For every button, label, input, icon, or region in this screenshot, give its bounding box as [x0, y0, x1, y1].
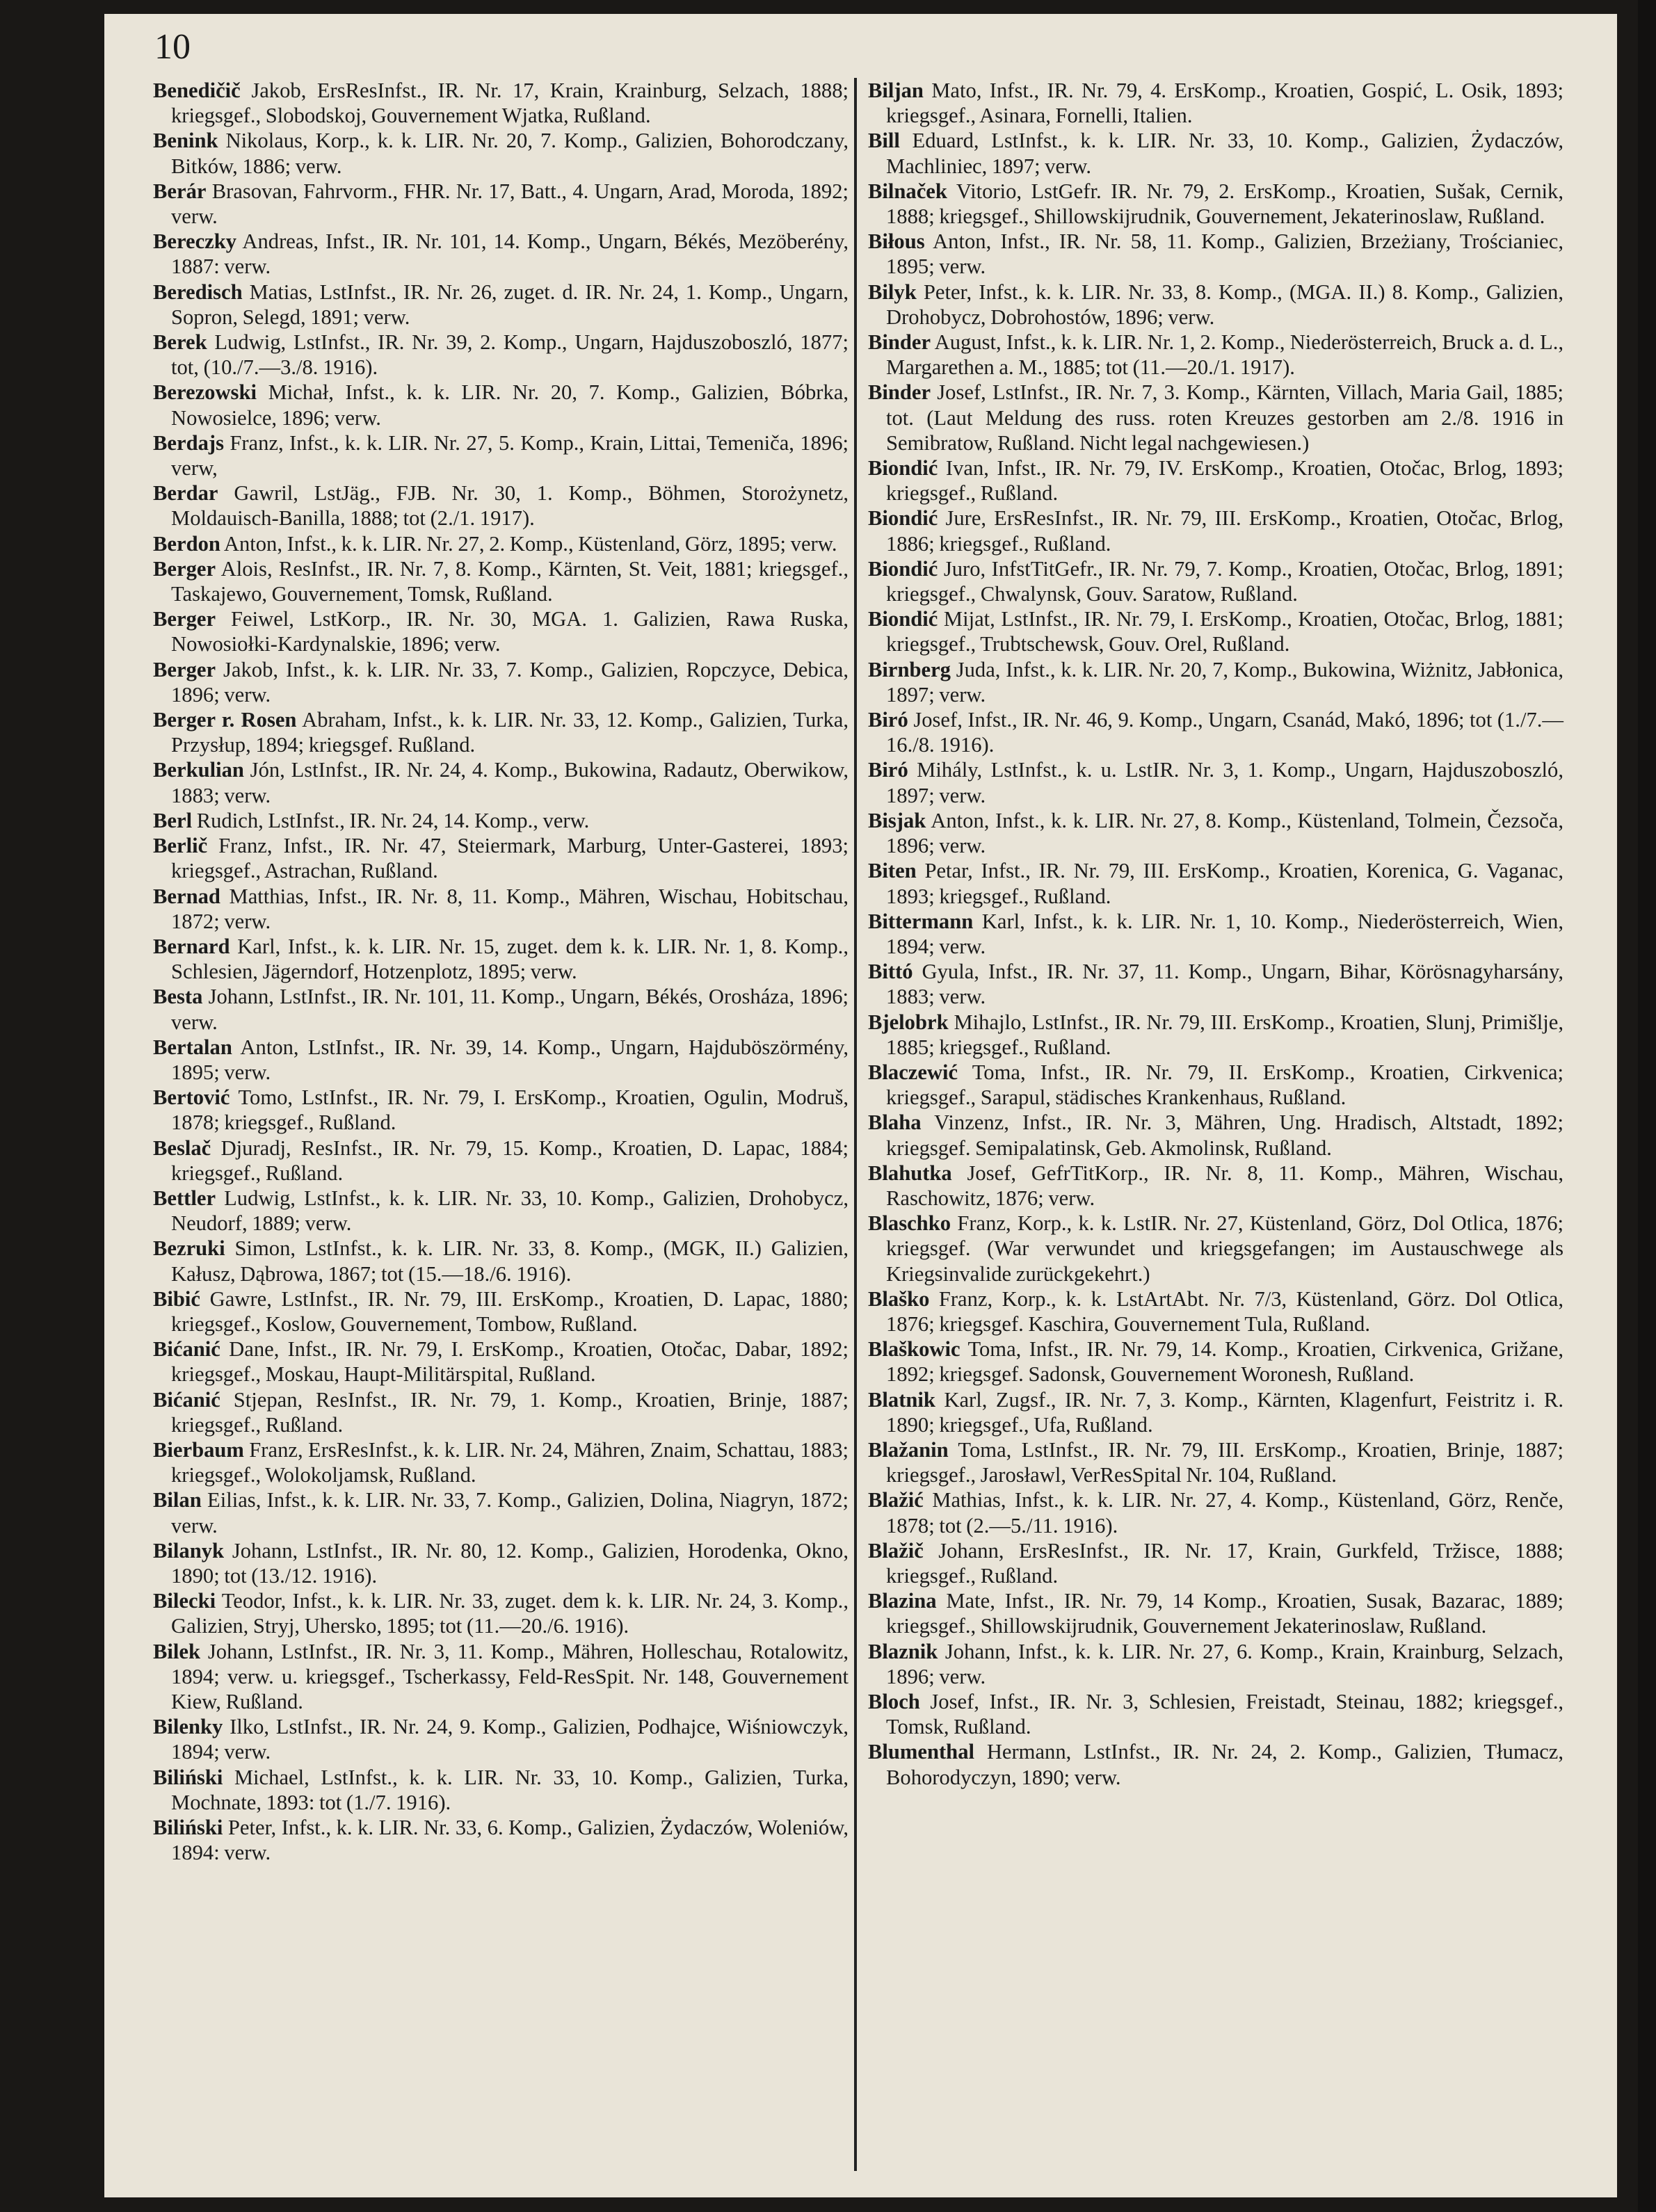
- entry-surname: Bilanyk: [153, 1538, 225, 1563]
- entry-details: Petar, Infst., IR. Nr. 79, III. ErsKomp., Kroatien, Korenica, G. Vaganac, 1893; kriegsgef., Rußland.: [886, 859, 1563, 908]
- list-entry: [868, 707, 1563, 757]
- entry-details: Gyula, Infst., IR. Nr. 37, 11. Komp., Ungarn, Bihar, Körösnagyharsány, 1883; verw.: [886, 960, 1563, 1009]
- entry-surname: Bernard: [153, 934, 230, 958]
- entry-surname: Biondić: [868, 607, 938, 631]
- entry-details: Juda, Infst., k. k. LIR. Nr. 20, 7, Komp., Bukowina, Wiżnitz, Jabłonica, 1897; verw.: [886, 657, 1563, 707]
- entry-details: Mate, Infst., IR. Nr. 79, 14 Komp., Kroatien, Susak, Bazarac, 1889; kriegsgef., Shillowskijrudnik, Gouvernement Jekaterinoslaw, Rußland.: [886, 1589, 1563, 1638]
- entry-surname: Bićanić: [153, 1387, 220, 1412]
- entry-details: Tomo, LstInfst., IR. Nr. 79, I. ErsKomp., Kroatien, Ogulin, Modruš, 1878; kriegsgef., Rußland.: [171, 1085, 849, 1135]
- entry-surname: Bettler: [153, 1186, 216, 1210]
- entry-surname: Biłous: [868, 229, 925, 254]
- list-entry: [868, 1337, 1563, 1387]
- entry-details: Matias, LstInfst., IR. Nr. 26, zuget. d. IR. Nr. 24, 1. Komp., Ungarn, Sopron, Selegd, 1891; verw.: [171, 280, 849, 329]
- entry-surname: Blaschko: [868, 1211, 951, 1236]
- list-entry: [868, 1211, 1563, 1286]
- list-entry: [153, 1815, 849, 1865]
- entry-surname: Berkulian: [153, 758, 244, 782]
- entry-details: Ludwig, LstInfst., k. k. LIR. Nr. 33, 10. Komp., Galizien, Drohobycz, Neudorf, 1889; verw.: [171, 1186, 849, 1236]
- list-entry: [868, 1286, 1563, 1337]
- entry-details: Brasovan, Fahrvorm., FHR. Nr. 17, Batt., 4. Ungarn, Arad, Moroda, 1892; verw.: [171, 179, 849, 229]
- entry-details: Josef, LstInfst., IR. Nr. 7, 3. Komp., Kärnten, Villach, Maria Gail, 1885; tot. (Laut Meldung des russ. roten Kreuzes gestorben am 2./8. 1916 in Semibratow, Rußland. Nicht legal nachgewiesen.): [886, 380, 1563, 455]
- entry-surname: Biondić: [868, 456, 938, 481]
- entry-surname: Berek: [153, 330, 207, 355]
- entry-details: Jakob, Infst., k. k. LIR. Nr. 33, 7. Komp., Galizien, Ropczyce, Debica, 1896; verw.: [171, 657, 849, 707]
- list-entry: [868, 1487, 1563, 1537]
- entry-surname: Binder: [868, 380, 931, 405]
- list-entry: [868, 229, 1563, 279]
- list-entry: [868, 1060, 1563, 1110]
- entry-surname: Blaškowic: [868, 1337, 960, 1362]
- entry-surname: Bloch: [868, 1690, 920, 1713]
- entry-details: Anton, LstInfst., IR. Nr. 39, 14. Komp., Ungarn, Hajduböszörmény, 1895; verw.: [171, 1035, 849, 1084]
- list-entry: [868, 128, 1563, 178]
- list-entry: [868, 1689, 1563, 1739]
- list-entry: [868, 909, 1563, 959]
- list-entry: [153, 531, 849, 556]
- list-entry: [868, 1161, 1563, 1211]
- list-entry: [153, 657, 849, 707]
- entry-details: Toma, LstInfst., IR. Nr. 79, III. ErsKomp., Kroatien, Brinje, 1887; kriegsgef., Jarosławl, VerResSpital Nr. 104, Rußland.: [886, 1437, 1563, 1487]
- list-entry: [868, 330, 1563, 380]
- entry-details: Jón, LstInfst., IR. Nr. 24, 4. Komp., Bukowina, Radautz, Oberwikow, 1883; verw.: [171, 758, 849, 807]
- list-entry: [868, 808, 1563, 858]
- entry-surname: Biliński: [153, 1765, 223, 1789]
- entry-surname: Bilan: [153, 1488, 202, 1512]
- entry-details: Johann, ErsResInfst., IR. Nr. 17, Krain, Gurkfeld, Tržisce, 1888; kriegsgef., Rußland.: [886, 1538, 1563, 1588]
- entry-details: Franz, Infst., k. k. LIR. Nr. 27, 5. Komp., Krain, Littai, Temeniča, 1896; verw,: [171, 430, 849, 481]
- entry-details: Rudich, LstInfst., IR. Nr. 24, 14. Komp., verw.: [196, 808, 590, 832]
- list-entry: [153, 330, 849, 380]
- entry-surname: Berl: [153, 808, 193, 832]
- entry-surname: Berdar: [153, 481, 218, 506]
- list-entry: [153, 1186, 849, 1236]
- entry-details: Gawre, LstInfst., IR. Nr. 79, III. ErsKomp., Kroatien, D. Lapac, 1880; kriegsgef., Koslow, Gouvernement, Tombow, Rußland.: [171, 1286, 849, 1336]
- entry-surname: Blažanin: [868, 1437, 949, 1462]
- list-entry: [868, 959, 1563, 1009]
- entry-surname: Blažič: [868, 1538, 924, 1563]
- list-entry: [153, 757, 849, 807]
- entry-details: Dane, Infst., IR. Nr. 79, I. ErsKomp., Kroatien, Otočac, Dabar, 1892; kriegsgef., Moskau, Haupt-Militärspital, Rußland.: [171, 1337, 849, 1387]
- list-entry: [868, 280, 1563, 330]
- entry-surname: Bilek: [153, 1639, 200, 1663]
- entry-details: Abraham, Infst., k. k. LIR. Nr. 33, 12. Komp., Galizien, Turka, Przysłup, 1894; kriegsgef. Rußland.: [171, 708, 849, 757]
- entry-surname: Biondić: [868, 556, 938, 581]
- column-divider: [854, 78, 857, 2171]
- list-entry: [153, 1387, 849, 1437]
- entry-surname: Binder: [868, 330, 931, 355]
- scan-edge: [1638, 0, 1656, 2212]
- entry-surname: Benedičič: [153, 79, 241, 102]
- entry-details: Karl, Infst., k. k. LIR. Nr. 1, 10. Komp., Niederösterreich, Wien, 1894; verw.: [886, 909, 1563, 958]
- entry-details: Toma, Infst., IR. Nr. 79, 14. Komp., Kroatien, Cirkvenica, Grižane, 1892; kriegsgef. Sadonsk, Gouvernement Woronesh, Rußland.: [886, 1337, 1563, 1387]
- entry-details: Ilko, LstInfst., IR. Nr. 24, 9. Komp., Galizien, Podhajce, Wiśniowczyk, 1894; verw.: [171, 1715, 849, 1764]
- entry-surname: Besta: [153, 985, 203, 1009]
- list-entry: [868, 1010, 1563, 1060]
- entry-surname: Blaha: [868, 1111, 922, 1135]
- entry-details: Eilias, Infst., k. k. LIR. Nr. 33, 7. Komp., Galizien, Dolina, Niagryn, 1872; verw.: [171, 1488, 849, 1537]
- entry-details: Feiwel, LstKorp., IR. Nr. 30, MGA. 1. Galizien, Rawa Ruska, Nowosiołki-Kardynalskie, 1896; verw.: [171, 607, 849, 656]
- entry-details: Franz, Korp., k. k. LstIR. Nr. 27, Küstenland, Görz, Dol Otlica, 1876; kriegsgef. (War verwundet und kriegsgefangen; im Austauschwege als Kriegsinvalide zurückgekehrt.): [886, 1211, 1563, 1286]
- entry-details: Johann, Infst., k. k. LIR. Nr. 27, 6. Komp., Krain, Krainburg, Selzach, 1896; verw.: [886, 1639, 1563, 1688]
- entry-surname: Bittó: [868, 960, 913, 984]
- entry-surname: Bilyk: [868, 280, 917, 304]
- list-entry: [868, 858, 1563, 908]
- entry-surname: Bezruki: [153, 1236, 225, 1261]
- entry-surname: Berár: [153, 179, 207, 203]
- list-entry: [153, 280, 849, 330]
- list-entry: [868, 179, 1563, 229]
- entry-surname: Beredisch: [153, 280, 243, 304]
- document-page: [104, 14, 1617, 2197]
- entry-details: Teodor, Infst., k. k. LIR. Nr. 33, zuget. dem k. k. LIR. Nr. 24, 3. Komp., Galizien, Stryj, Uhersko, 1895; tot (11.—20./6. 1916).: [171, 1589, 849, 1638]
- entry-surname: Blumenthal: [868, 1740, 974, 1764]
- entry-details: Franz, Korp., k. k. LstArtAbt. Nr. 7/3, Küstenland, Görz. Dol Otlica, 1876; kriegsgef. Kaschira, Gouvernement Tula, Rußland.: [886, 1286, 1563, 1336]
- list-entry: [868, 757, 1563, 807]
- entry-details: Michał, Infst., k. k. LIR. Nr. 20, 7. Komp., Galizien, Bóbrka, Nowosielce, 1896; verw.: [171, 380, 849, 430]
- entry-surname: Bjelobrk: [868, 1010, 949, 1034]
- entry-details: Karl, Infst., k. k. LIR. Nr. 15, zuget. dem k. k. LIR. Nr. 1, 8. Komp., Schlesien, Jägerndorf, Hotzenplotz, 1895; verw.: [171, 934, 849, 984]
- entry-details: Ivan, Infst., IR. Nr. 79, IV. ErsKomp., Kroatien, Otočac, Brlog, 1893; kriegsgef., Rußland.: [886, 456, 1564, 506]
- list-entry: [153, 1437, 849, 1487]
- entry-details: Stjepan, ResInfst., IR. Nr. 79, 1. Komp., Kroatien, Brinje, 1887; kriegsgef., Rußland.: [171, 1387, 849, 1437]
- list-entry: [868, 78, 1563, 128]
- entry-surname: Berger: [153, 657, 216, 681]
- list-entry: [153, 128, 849, 178]
- entry-surname: Berlič: [153, 834, 208, 858]
- entry-surname: Bierbaum: [153, 1437, 244, 1462]
- page-number: 10: [154, 27, 191, 67]
- list-entry: [153, 1639, 849, 1715]
- entry-details: Josef, GefrTitKorp., IR. Nr. 8, 11. Komp., Mähren, Wischau, Raschowitz, 1876; verw.: [886, 1161, 1563, 1210]
- entry-details: Anton, Infst., k. k. LIR. Nr. 27, 2. Komp., Küstenland, Görz, 1895; verw.: [223, 531, 837, 556]
- list-entry: [153, 884, 849, 934]
- entry-surname: Birnberg: [868, 657, 951, 681]
- entry-details: Hermann, LstInfst., IR. Nr. 24, 2. Komp., Galizien, Tłumacz, Bohorodyczyn, 1890; verw.: [886, 1740, 1563, 1789]
- entry-surname: Berdajs: [153, 430, 224, 455]
- entry-details: Juro, InfstTitGefr., IR. Nr. 79, 7. Komp., Kroatien, Otočac, Brlog, 1891; kriegsgef., Chwalynsk, Gouv. Saratow, Rußland.: [886, 556, 1563, 606]
- entry-surname: Biondić: [868, 506, 938, 531]
- entry-details: Franz, Infst., IR. Nr. 47, Steiermark, Marburg, Unter-Gasterei, 1893; kriegsgef., Astrachan, Rußland.: [171, 834, 849, 883]
- entry-details: Ludwig, LstInfst., IR. Nr. 39, 2. Komp., Ungarn, Hajduszoboszló, 1877; tot, (10./7.—3./8. 1916).: [171, 330, 849, 380]
- entry-surname: Beslač: [153, 1136, 211, 1160]
- list-entry: [153, 1714, 849, 1764]
- entry-surname: Berezowski: [153, 380, 257, 405]
- entry-surname: Bilenky: [153, 1715, 223, 1739]
- list-entry: [868, 1437, 1563, 1487]
- entry-details: Peter, Infst., k. k. LIR. Nr. 33, 6. Komp., Galizien, Żydaczów, Woleniów, 1894: verw.: [171, 1816, 849, 1865]
- entry-details: Djuradj, ResInfst., IR. Nr. 79, 15. Komp., Kroatien, D. Lapac, 1884; kriegsgef., Rußland.: [171, 1136, 849, 1185]
- entry-details: Michael, LstInfst., k. k. LIR. Nr. 33, 10. Komp., Galizien, Turka, Mochnate, 1893: tot (1./7. 1916).: [171, 1765, 849, 1814]
- list-entry: [153, 78, 849, 128]
- entry-details: Johann, LstInfst., IR. Nr. 80, 12. Komp., Galizien, Horodenka, Okno, 1890; tot (13./12. 1916).: [171, 1538, 849, 1588]
- entry-surname: Benink: [153, 129, 218, 153]
- entry-details: Vinzenz, Infst., IR. Nr. 3, Mähren, Ung. Hradisch, Altstadt, 1892; kriegsgef. Semipalatinsk, Geb. Akmolinsk, Rußland.: [886, 1111, 1563, 1160]
- list-entry: [153, 380, 849, 430]
- list-entry: [153, 1538, 849, 1588]
- entry-details: Matthias, Infst., IR. Nr. 8, 11. Komp., Mähren, Wischau, Hobitschau, 1872; verw.: [171, 884, 849, 933]
- entry-surname: Bilecki: [153, 1589, 216, 1613]
- entry-details: Mihály, LstInfst., k. u. LstIR. Nr. 3, 1. Komp., Ungarn, Hajduszoboszló, 1897; verw.: [886, 758, 1563, 807]
- list-entry: [153, 229, 849, 279]
- list-entry: [868, 1387, 1563, 1437]
- entry-surname: Bittermann: [868, 909, 974, 933]
- entry-details: Josef, Infst., IR. Nr. 46, 9. Komp., Ungarn, Csanád, Makó, 1896; tot (1./7.—16./8. 1916).: [886, 708, 1563, 757]
- list-entry: [153, 481, 849, 531]
- entry-details: Nikolaus, Korp., k. k. LIR. Nr. 20, 7. Komp., Galizien, Bohorodczany, Bitków, 1886; verw.: [171, 129, 849, 178]
- entry-surname: Bertalan: [153, 1035, 232, 1059]
- entry-details: Franz, ErsResInfst., k. k. LIR. Nr. 24, Mähren, Znaim, Schattau, 1883; kriegsgef., Wolokoljamsk, Rußland.: [171, 1437, 849, 1487]
- entry-surname: Bićanić: [153, 1337, 220, 1362]
- list-entry: [153, 1136, 849, 1186]
- entry-surname: Blatnik: [868, 1387, 935, 1412]
- entry-surname: Bereczky: [153, 229, 237, 254]
- entry-details: Toma, Infst., IR. Nr. 79, II. ErsKomp., Kroatien, Cirkvenica; kriegsgef., Sarapul, städisches Krankenhaus, Rußland.: [886, 1060, 1563, 1110]
- entry-details: Gawril, LstJäg., FJB. Nr. 30, 1. Komp., Böhmen, Storożynetz, Moldauisch-Banilla, 1888; tot (2./1. 1917).: [171, 481, 849, 531]
- entry-surname: Biró: [868, 708, 908, 732]
- list-entry: [153, 984, 849, 1034]
- list-entry: [868, 1739, 1563, 1789]
- list-entry: [868, 1639, 1563, 1689]
- entry-details: Jakob, ErsResInfst., IR. Nr. 17, Krain, Krainburg, Selzach, 1888; kriegsgef., Slobodskoj, Gouvernement Wjatka, Rußland.: [171, 79, 849, 128]
- list-entry: [153, 1487, 849, 1537]
- entry-details: August, Infst., k. k. LIR. Nr. 1, 2. Komp., Niederösterreich, Bruck a. d. L., Margarethen a. M., 1885; tot (11.—20./1. 1917).: [886, 330, 1563, 380]
- entry-details: Vitorio, LstGefr. IR. Nr. 79, 2. ErsKomp., Kroatien, Sušak, Cernik, 1888; kriegsgef., Shillowskijrudnik, Gouvernement, Jekaterinoslaw, Rußland.: [886, 179, 1563, 229]
- list-entry: [153, 430, 849, 481]
- left-column: [153, 78, 849, 1865]
- entry-surname: Bernad: [153, 884, 220, 908]
- entry-details: Mato, Infst., IR. Nr. 79, 4. ErsKomp., Kroatien, Gospić, L. Osik, 1893; kriegsgef., Asinara, Fornelli, Italien.: [886, 79, 1563, 128]
- entry-surname: Berger: [153, 607, 216, 631]
- list-entry: [153, 1236, 849, 1286]
- list-entry: [868, 1538, 1563, 1588]
- entry-surname: Blazina: [868, 1589, 937, 1613]
- entry-details: Mihajlo, LstInfst., IR. Nr. 79, III. ErsKomp., Kroatien, Slunj, Primišlje, 1885; kriegsgef., Rußland.: [886, 1010, 1563, 1059]
- list-entry: [153, 934, 849, 984]
- entry-details: Mathias, Infst., k. k. LIR. Nr. 27, 4. Komp., Küstenland, Görz, Renče, 1878; tot (2.—5./11. 1916).: [886, 1488, 1563, 1537]
- entry-details: Johann, LstInfst., IR. Nr. 3, 11. Komp., Mähren, Holleschau, Rotalowitz, 1894; verw. u. kriegsgef., Tscherkassy, Feld-ResSpit. Nr. 148, Gouvernement Kiew, Rußland.: [171, 1639, 849, 1713]
- entry-details: Peter, Infst., k. k. LIR. Nr. 33, 8. Komp., (MGA. II.) 8. Komp., Galizien, Drohobycz, Dobrohostów, 1896; verw.: [886, 280, 1563, 329]
- entry-surname: Bill: [868, 129, 900, 153]
- entry-surname: Blažić: [868, 1488, 924, 1512]
- list-entry: [868, 455, 1563, 506]
- entry-surname: Bisjak: [868, 808, 926, 832]
- list-entry: [153, 179, 849, 229]
- entry-details: Anton, Infst., k. k. LIR. Nr. 27, 8. Komp., Küstenland, Tolmein, Čezsoča, 1896; verw.: [886, 808, 1563, 858]
- entry-details: Johann, LstInfst., IR. Nr. 101, 11. Komp., Ungarn, Békés, Orosháza, 1896; verw.: [171, 985, 849, 1034]
- list-entry: [153, 1765, 849, 1815]
- list-entry: [153, 556, 849, 606]
- entry-surname: Biró: [868, 758, 908, 782]
- entry-surname: Biten: [868, 859, 917, 883]
- entry-details: Anton, Infst., IR. Nr. 58, 11. Komp., Galizien, Brzeżiany, Trościaniec, 1895; verw.: [886, 229, 1563, 279]
- list-entry: [153, 1337, 849, 1387]
- list-entry: [868, 606, 1563, 656]
- list-entry: [153, 808, 849, 833]
- list-entry: [868, 1110, 1563, 1160]
- list-entry: [868, 657, 1563, 707]
- entry-surname: Berger: [153, 556, 216, 581]
- list-entry: [153, 707, 849, 757]
- list-entry: [153, 1085, 849, 1135]
- entry-surname: Bertović: [153, 1085, 230, 1110]
- entry-details: Simon, LstInfst., k. k. LIR. Nr. 33, 8. Komp., (MGK, II.) Galizien, Kałusz, Dąbrowa, 1867; tot (15.—18./6. 1916).: [171, 1236, 849, 1286]
- entry-surname: Blaznik: [868, 1639, 938, 1663]
- entry-surname: Bilnaček: [868, 179, 947, 203]
- list-entry: [868, 1588, 1563, 1638]
- entry-surname: Bibić: [153, 1286, 200, 1311]
- list-entry: [868, 556, 1563, 606]
- list-entry: [153, 1588, 849, 1638]
- entry-surname: Berger r. Rosen: [153, 708, 297, 732]
- list-entry: [868, 380, 1563, 455]
- entry-surname: Biljan: [868, 79, 924, 102]
- entry-details: Josef, Infst., IR. Nr. 3, Schlesien, Freistadt, Steinau, 1882; kriegsgef., Tomsk, Rußland.: [886, 1690, 1563, 1739]
- entry-details: Karl, Zugsf., IR. Nr. 7, 3. Komp., Kärnten, Klagenfurt, Feistritz i. R. 1890; kriegsgef., Ufa, Rußland.: [886, 1387, 1563, 1437]
- entry-details: Mijat, LstInfst., IR. Nr. 79, I. ErsKomp., Kroatien, Otočac, Brlog, 1881; kriegsgef., Trubtschewsk, Gouv. Orel, Rußland.: [886, 607, 1563, 656]
- entry-surname: Blaško: [868, 1286, 930, 1311]
- entry-details: Jure, ErsResInfst., IR. Nr. 79, III. ErsKomp., Kroatien, Otočac, Brlog, 1886; kriegsgef., Rußland.: [886, 506, 1563, 556]
- list-entry: [868, 506, 1563, 556]
- entry-surname: Biliński: [153, 1816, 223, 1840]
- list-entry: [153, 606, 849, 656]
- entry-details: Alois, ResInfst., IR. Nr. 7, 8. Komp., Kärnten, St. Veit, 1881; kriegsgef., Taskajewo, Gouvernement, Tomsk, Rußland.: [171, 556, 849, 606]
- right-column: [868, 78, 1563, 1790]
- entry-details: Andreas, Infst., IR. Nr. 101, 14. Komp., Ungarn, Békés, Mezöberény, 1887: verw.: [171, 229, 849, 279]
- entry-surname: Blaczewić: [868, 1060, 958, 1084]
- list-entry: [153, 1035, 849, 1085]
- list-entry: [153, 1286, 849, 1337]
- entry-surname: Berdon: [153, 531, 220, 556]
- list-entry: [153, 833, 849, 883]
- entry-details: Eduard, LstInfst., k. k. LIR. Nr. 33, 10. Komp., Galizien, Żydaczów, Machliniec, 1897; verw.: [886, 129, 1563, 178]
- entry-surname: Blahutka: [868, 1161, 952, 1185]
